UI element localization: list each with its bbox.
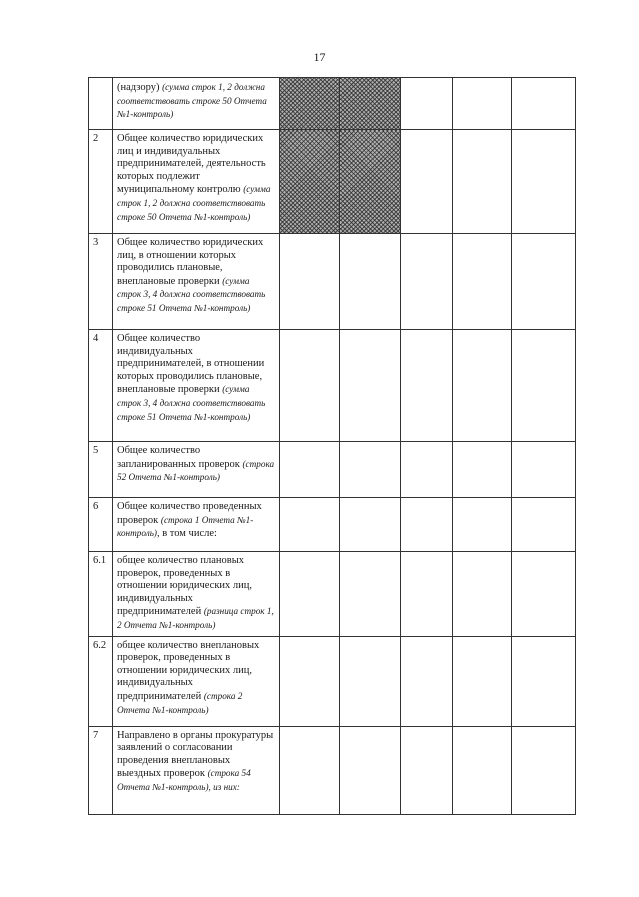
row-number: 5 — [89, 442, 113, 498]
row-reference-note: (строка 54 Отчета №1-контроль), из них: — [117, 768, 251, 792]
row-reference-note: (строка 2 Отчета №1-контроль) — [117, 690, 243, 715]
value-cell — [453, 442, 512, 498]
value-cell — [340, 498, 401, 552]
value-cell — [512, 726, 576, 814]
row-number: 4 — [89, 330, 113, 442]
value-cell — [401, 636, 453, 726]
row-description-text: Общее количество юридических лиц, в отношении которых проводились плановые, внеплановые проверки — [117, 237, 264, 287]
value-cell — [512, 636, 576, 726]
row-description — [113, 234, 280, 330]
row-description — [113, 442, 280, 498]
value-cell — [340, 442, 401, 498]
value-cell — [401, 130, 453, 234]
table-row — [89, 130, 576, 234]
value-cell — [453, 636, 512, 726]
value-cell — [340, 330, 401, 442]
row-reference-note: (сумма строк 3, 4 должна соответствовать строке 51 Отчета №1-контроль) — [117, 275, 266, 313]
value-cell — [453, 726, 512, 814]
table-row — [89, 330, 576, 442]
value-cell — [401, 330, 453, 442]
row-description — [113, 130, 280, 234]
value-cell — [340, 552, 401, 637]
value-cell — [280, 552, 340, 637]
value-cell — [512, 234, 576, 330]
hatched-cell — [340, 78, 401, 130]
row-number: 6.2 — [89, 636, 113, 726]
row-reference-note: (сумма строк 3, 4 должна соответствовать строке 51 Отчета №1-контроль) — [117, 384, 266, 422]
table-row — [89, 442, 576, 498]
value-cell — [401, 498, 453, 552]
row-number: 6 — [89, 498, 113, 552]
table-row — [89, 234, 576, 330]
value-cell — [280, 498, 340, 552]
report-table — [88, 77, 576, 815]
row-description-text: Общее количество индивидуальных предпринимателей, в отношении которых проводились плановые, внеплановые проверки — [117, 333, 265, 396]
row-description — [113, 498, 280, 552]
row-description-text: Общее количество проведенных проверок — [117, 501, 262, 526]
row-number: 6.1 — [89, 552, 113, 637]
row-description — [113, 726, 280, 814]
row-number: 2 — [89, 130, 113, 234]
value-cell — [280, 234, 340, 330]
value-cell — [453, 130, 512, 234]
row-reference-note: (разница строк 1, 2 Отчета №1-контроль) — [117, 606, 274, 630]
row-description-text: общее количество внеплановых проверок, проведенных в отношении юридических лиц, индивидуальных предпринимателей — [117, 639, 260, 702]
row-description-text: Общее количество юридических лиц и индивидуальных предпринимателей, деятельность которых подлежит муниципальному контролю — [117, 133, 266, 196]
value-cell — [512, 330, 576, 442]
table-row — [89, 552, 576, 637]
table-row — [89, 726, 576, 814]
row-description-text: (надзору) — [117, 82, 160, 93]
value-cell — [340, 726, 401, 814]
table-row — [89, 78, 576, 130]
value-cell — [401, 78, 453, 130]
value-cell — [401, 726, 453, 814]
row-description-text: Общее количество запланированных проверок — [117, 445, 240, 470]
value-cell — [401, 552, 453, 637]
row-description-text: Направлено в органы прокуратуры заявлений о согласовании проведения внеплановых выездных проверок — [117, 729, 274, 780]
value-cell — [453, 552, 512, 637]
table-row — [89, 498, 576, 552]
value-cell — [280, 442, 340, 498]
row-reference-note: (строка 1 Отчета №1-контроль) — [117, 514, 254, 539]
row-description — [113, 552, 280, 637]
value-cell — [453, 78, 512, 130]
hatched-cell — [340, 130, 401, 234]
value-cell — [512, 442, 576, 498]
row-description — [113, 636, 280, 726]
value-cell — [453, 330, 512, 442]
hatched-cell — [280, 130, 340, 234]
row-description — [113, 330, 280, 442]
value-cell — [340, 636, 401, 726]
value-cell — [512, 130, 576, 234]
value-cell — [280, 636, 340, 726]
value-cell — [280, 726, 340, 814]
row-number — [89, 78, 113, 130]
row-description-suffix: , в том числе: — [156, 528, 217, 540]
value-cell — [280, 330, 340, 442]
value-cell — [512, 498, 576, 552]
row-number: 7 — [89, 726, 113, 814]
value-cell — [453, 498, 512, 552]
page-number: 17 — [313, 50, 326, 64]
value-cell — [512, 78, 576, 130]
value-cell — [401, 442, 453, 498]
report-table-body — [89, 78, 576, 815]
table-row — [89, 636, 576, 726]
value-cell — [340, 234, 401, 330]
hatched-cell — [280, 78, 340, 130]
row-description-text: общее количество плановых проверок, проведенных в отношении юридических лиц, индивидуальных предпринимателей — [117, 555, 253, 618]
row-reference-note: (сумма строк 1, 2 должна соответствовать строке 50 Отчета №1-контроль) — [117, 82, 267, 120]
row-number: 3 — [89, 234, 113, 330]
row-reference-note: (строка 52 Отчета №1-контроль) — [117, 458, 275, 483]
value-cell — [453, 234, 512, 330]
row-reference-note: (сумма строк 1, 2 должна соответствовать строке 50 Отчета №1-контроль) — [117, 184, 271, 222]
value-cell — [512, 552, 576, 637]
value-cell — [401, 234, 453, 330]
row-description — [113, 78, 280, 130]
